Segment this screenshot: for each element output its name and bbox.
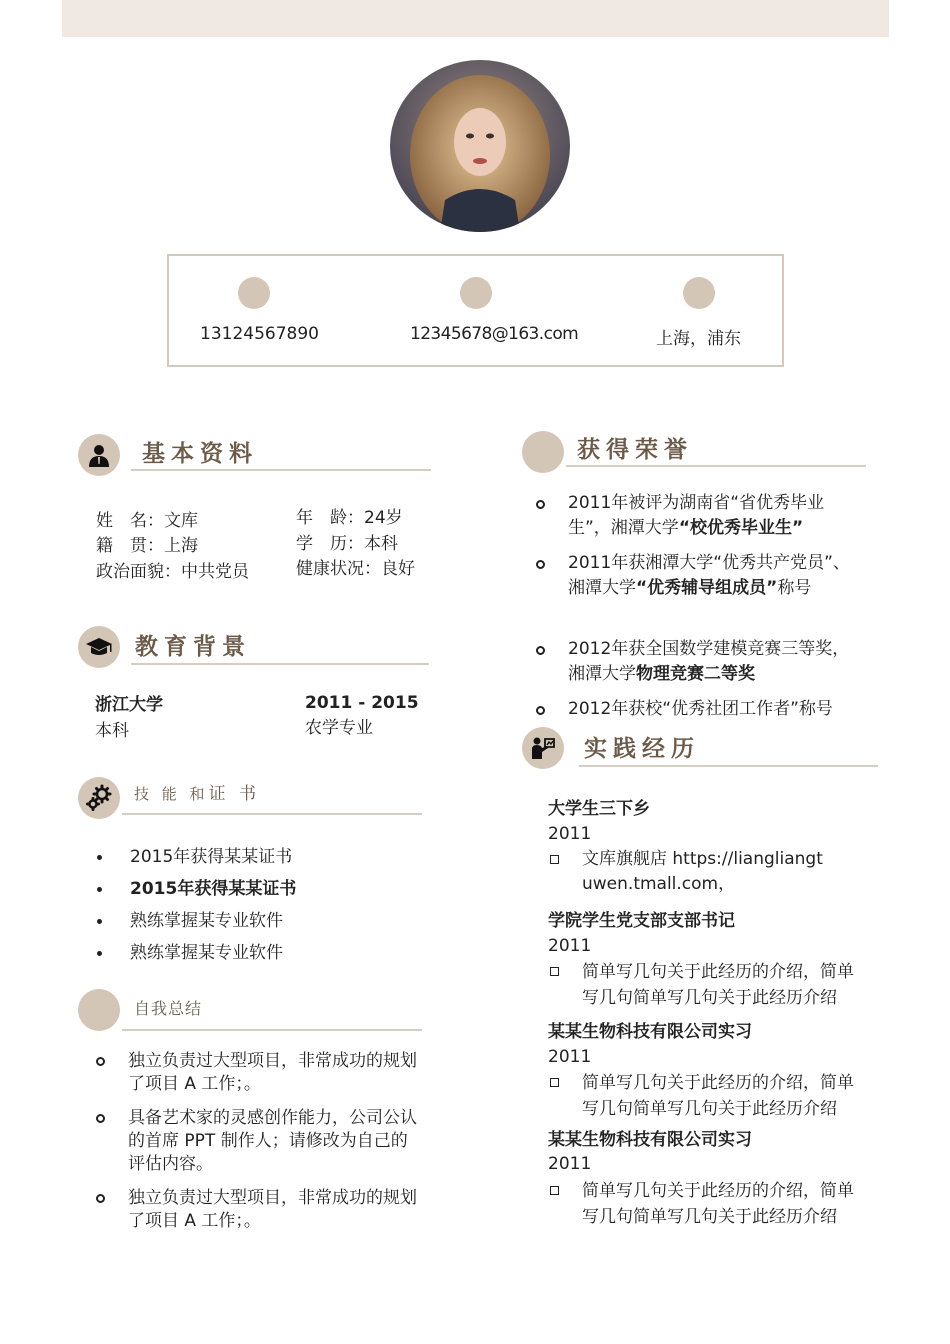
summary-item: 独立负责过大型项目，非常成功的规划了项目 A 工作；。 bbox=[128, 1051, 417, 1094]
practice-bullet bbox=[550, 855, 559, 864]
summary-divider bbox=[122, 1029, 422, 1031]
location-icon bbox=[683, 277, 715, 309]
email-icon bbox=[460, 277, 492, 309]
basic-name: 姓 名：文库 bbox=[96, 511, 198, 531]
basic-info-divider bbox=[131, 469, 431, 471]
phone-icon bbox=[238, 277, 270, 309]
honors-title: 获得荣誉 bbox=[577, 437, 693, 463]
email-address[interactable]: 12345678@163.com bbox=[410, 324, 579, 344]
practice-year: 2011 bbox=[548, 1047, 592, 1067]
skill-bullet bbox=[97, 951, 102, 956]
skill-bullet bbox=[97, 887, 102, 892]
graduation-cap-icon bbox=[78, 626, 120, 668]
summary-item: 独立负责过大型项目，非常成功的规划了项目 A 工作；。 bbox=[128, 1188, 417, 1231]
summary-item: 具备艺术家的灵感创作能力，公司公认的首席 PPT 制作人；请修改为自己的评估内容。 bbox=[128, 1108, 417, 1174]
basic-info-title: 基本资料 bbox=[142, 441, 258, 467]
honor-bullet bbox=[536, 560, 545, 569]
practice-desc: 简单写几句关于此经历的介绍，简单写几句简单写几句关于此经历介绍 bbox=[582, 1073, 854, 1119]
location: 上海，浦东 bbox=[656, 329, 741, 349]
practice-year: 2011 bbox=[548, 1154, 592, 1174]
practice-year: 2011 bbox=[548, 936, 592, 956]
skills-title-small: 技 能 和 bbox=[134, 785, 209, 803]
skills-title bbox=[134, 779, 260, 804]
summary-title: 自我总结 bbox=[134, 999, 203, 1018]
education-title: 教育背景 bbox=[135, 634, 251, 660]
edu-degree: 本科 bbox=[95, 721, 129, 741]
honors-divider bbox=[566, 465, 866, 467]
honor-highlight: 物理竞赛二等奖 bbox=[636, 664, 755, 684]
honor-bullet bbox=[536, 706, 545, 715]
honor-bullet bbox=[536, 646, 545, 655]
person-icon bbox=[78, 434, 120, 476]
contact-box bbox=[167, 254, 784, 367]
profile-photo bbox=[390, 60, 570, 232]
edu-years: 2011 - 2015 bbox=[305, 693, 419, 713]
skill-bullet bbox=[97, 919, 102, 924]
honor-highlight: “优秀辅导组成员” bbox=[636, 578, 778, 598]
practice-divider bbox=[579, 765, 878, 767]
honor-text: 2011年被评为湖南省“省优秀毕业生”，湘潭大学 bbox=[568, 493, 825, 538]
honor-item bbox=[568, 551, 850, 601]
summary-bullet bbox=[96, 1114, 105, 1123]
honor-item bbox=[568, 637, 858, 687]
honor-item bbox=[568, 697, 850, 722]
header-band bbox=[62, 0, 889, 37]
skills-divider bbox=[122, 813, 422, 815]
basic-age: 年 龄：24岁 bbox=[296, 508, 403, 528]
skill-item: 2015年获得某某证书 bbox=[130, 879, 297, 899]
practice-desc: 文库旗舰店 https://liangliangtuwen.tmall.com， bbox=[582, 849, 823, 894]
education-divider bbox=[131, 663, 429, 665]
practice-bullet bbox=[550, 1078, 559, 1087]
edu-school: 浙江大学 bbox=[95, 695, 163, 715]
honor-bullet bbox=[536, 500, 545, 509]
practice-org: 大学生三下乡 bbox=[548, 799, 650, 819]
practice-year: 2011 bbox=[548, 824, 592, 844]
skill-item: 熟练掌握某专业软件 bbox=[130, 943, 283, 963]
skill-bullet bbox=[97, 855, 102, 860]
basic-political: 政治面貌：中共党员 bbox=[96, 562, 249, 582]
practice-org: 学院学生党支部支部书记 bbox=[548, 911, 735, 931]
skill-item: 熟练掌握某专业软件 bbox=[130, 911, 283, 931]
skill-item: 2015年获得某某证书 bbox=[130, 847, 293, 867]
practice-bullet bbox=[550, 1186, 559, 1195]
summary-icon bbox=[78, 989, 120, 1031]
honor-text: 2012年获校“优秀社团工作者”称号 bbox=[568, 699, 833, 719]
practice-desc: 简单写几句关于此经历的介绍，简单写几句简单写几句关于此经历介绍 bbox=[582, 1181, 854, 1227]
honor-highlight: “校优秀毕业生” bbox=[678, 518, 804, 538]
practice-title: 实践经历 bbox=[584, 730, 700, 763]
basic-origin: 籍 贯：上海 bbox=[96, 536, 198, 556]
honor-text: 2011年获湘潭大学“优秀共产党员”、湘潭大学 bbox=[568, 553, 850, 598]
summary-bullet bbox=[96, 1057, 105, 1066]
practice-bullet bbox=[550, 967, 559, 976]
honors-icon bbox=[522, 431, 564, 473]
gears-icon bbox=[78, 777, 120, 819]
honor-item bbox=[568, 491, 850, 541]
practice-desc: 简单写几句关于此经历的介绍，简单写几句简单写几句关于此经历介绍 bbox=[582, 962, 854, 1008]
presenter-icon bbox=[522, 727, 564, 769]
basic-health: 健康状况：良好 bbox=[296, 559, 415, 579]
skills-title-big: 证 书 bbox=[208, 784, 260, 804]
practice-org: 某某生物科技有限公司实习 bbox=[548, 1022, 752, 1042]
edu-major: 农学专业 bbox=[305, 718, 373, 738]
phone-number: 13124567890 bbox=[200, 324, 319, 344]
summary-bullet bbox=[96, 1194, 105, 1203]
basic-education: 学 历：本科 bbox=[296, 534, 398, 554]
honor-tail: 称号 bbox=[777, 578, 812, 598]
honor-text: 2012年获全国数学建模竞赛三等奖，湘潭大学 bbox=[568, 639, 850, 684]
practice-org: 某某生物科技有限公司实习 bbox=[548, 1130, 752, 1150]
